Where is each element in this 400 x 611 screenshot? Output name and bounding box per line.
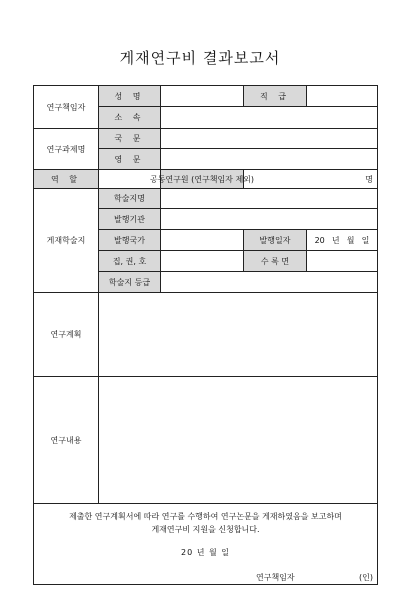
seal-mark[interactable]: (인) <box>359 573 373 582</box>
name-field[interactable] <box>161 86 244 107</box>
publish-date-month-unit: 월 <box>346 235 355 245</box>
coresearcher-unit: 명 <box>365 174 373 184</box>
role-label: 역 할 <box>34 170 99 189</box>
statement-line-2: 게재연구비 지원을 신청합니다. <box>151 525 260 534</box>
volume-field[interactable] <box>161 251 244 272</box>
affiliation-field[interactable] <box>161 107 377 129</box>
publish-date-label: 발행일자 <box>244 230 307 251</box>
korean-title-label: 국 문 <box>99 129 161 149</box>
submission-date: 20 년 월 일 <box>181 548 230 557</box>
statement-line-1: 제출한 연구계획서에 따라 연구를 수행하여 연구논문을 게재하였음을 보고하며 <box>69 512 342 521</box>
journal-name-field[interactable] <box>161 189 377 209</box>
journal-name-label: 학술지명 <box>99 189 161 209</box>
coresearcher-count-field[interactable] <box>244 170 377 189</box>
affiliation-label: 소 속 <box>99 107 161 129</box>
rank-field[interactable] <box>307 86 377 107</box>
project-section-label: 연구과제명 <box>34 129 99 170</box>
footer-statement <box>34 504 377 586</box>
name-label: 성 명 <box>99 86 161 107</box>
publisher-label: 발행기관 <box>99 209 161 230</box>
journal-grade-field[interactable] <box>161 272 377 293</box>
volume-label: 집, 권, 호 <box>99 251 161 272</box>
journal-section-label: 게재학술지 <box>34 189 99 293</box>
english-title-label: 영 문 <box>99 149 161 170</box>
plan-field[interactable] <box>99 293 377 377</box>
publish-date-day-unit: 일 <box>361 235 370 245</box>
country-field[interactable] <box>161 230 244 251</box>
journal-grade-label: 학술지 등급 <box>99 272 161 293</box>
content-label: 연구내용 <box>34 377 99 504</box>
english-title-field[interactable] <box>161 149 377 170</box>
publish-date-field[interactable] <box>307 230 377 251</box>
content-field[interactable] <box>99 377 377 504</box>
document-title: 게재연구비 결과보고서 <box>119 49 281 67</box>
korean-title-field[interactable] <box>161 129 377 149</box>
plan-label: 연구계획 <box>34 293 99 377</box>
pages-field[interactable] <box>307 251 377 272</box>
country-label: 발행국가 <box>99 230 161 251</box>
researcher-section-label: 연구책임자 <box>34 86 99 129</box>
publish-date-year: 20 <box>314 235 325 245</box>
publish-date-year-unit: 년 <box>331 235 340 245</box>
statement-text <box>34 510 377 536</box>
rank-label: 직 급 <box>244 86 307 107</box>
publisher-field[interactable] <box>161 209 377 230</box>
report-form <box>33 85 378 585</box>
coresearcher-label: 공동연구원 (연구책임자 제외) <box>161 170 244 189</box>
signer-label: 연구책임자 <box>256 573 295 582</box>
pages-label: 수 록 면 <box>244 251 307 272</box>
